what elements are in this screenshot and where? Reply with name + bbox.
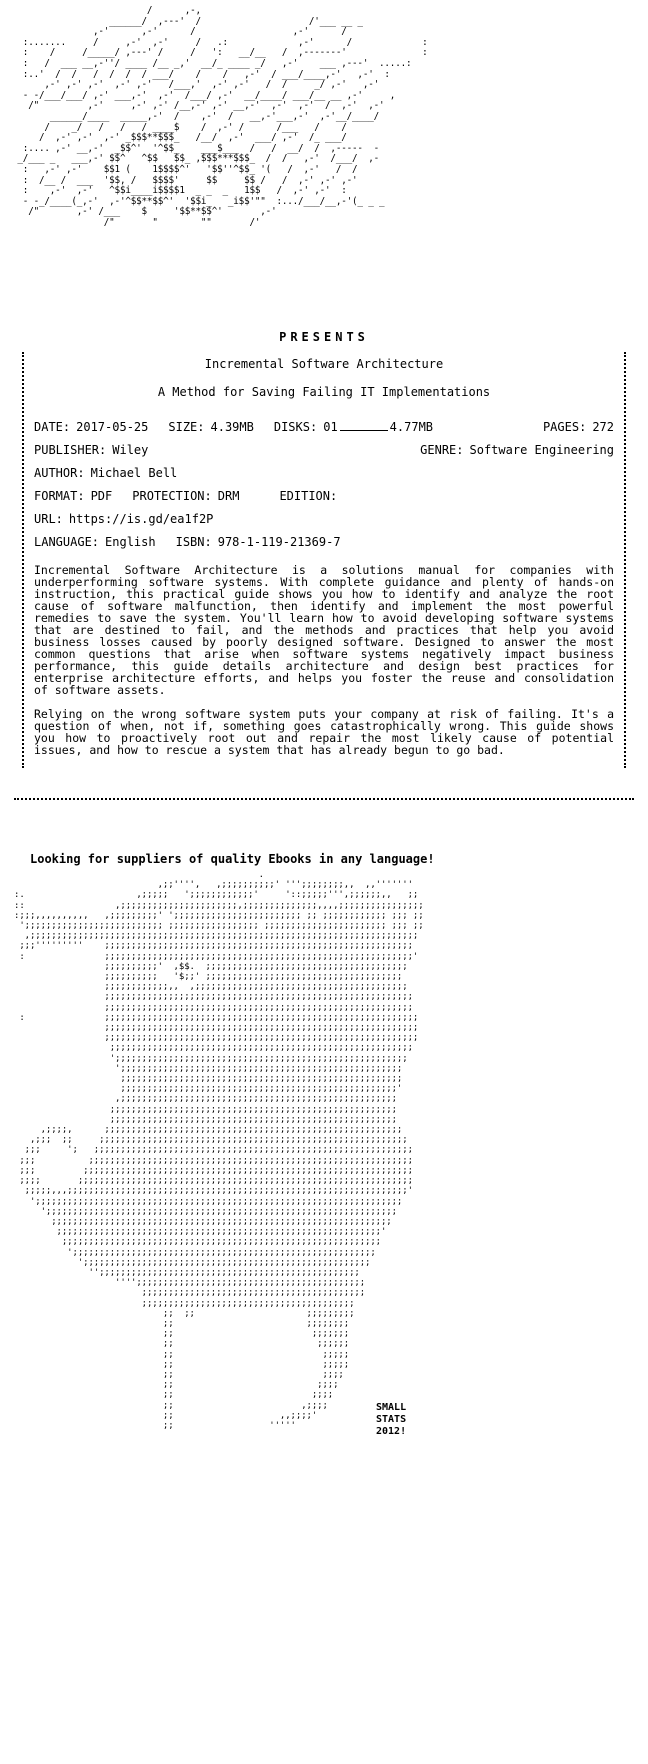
genre-label: GENRE: — [420, 443, 464, 457]
author-value: Michael Bell — [90, 466, 178, 480]
field-row-format — [34, 489, 614, 512]
description-paragraph: Incremental Software Architecture is a solutions manual for companies with underperforming software systems. With complete guidance and plenty of hands-on instruction, this practical guide shows you how to identify and analyze the root cause of software malfunction, then identify and implement the most powerful remedies to save the system. You'll learn how to avoid developing software systems that are destined to fail, and the methods and practices that help you avoid business losses caused by poorly designed software. Designed to answer the most common questions that arise when software systems negatively impact business performance, this guide details architecture and design best practices for enterprise architecture efforts, and helps you foster the reuse and consolidation of software assets. — [34, 563, 614, 697]
field-row-publisher — [34, 443, 614, 466]
disks-label: DISKS: — [273, 420, 318, 434]
stamp-line: 2012! — [376, 1426, 407, 1437]
publisher-label: PUBLISHER: — [34, 443, 107, 457]
isbn-value: 978-1-119-21369-7 — [217, 535, 341, 549]
format-label: FORMAT: — [34, 489, 85, 503]
date-label: DATE: — [34, 420, 71, 434]
description-paragraph: Relying on the wrong software system puts your company at risk of failing. It's a question of when, not if, something goes catastrophically wrong. This guide shows you how to proactively root out and repair the most likely cause of potential issues, and how to rescue a system that has already begun to go bad. — [34, 707, 614, 757]
size-value: 4.39MB — [210, 420, 254, 434]
stamp-line: STATS — [376, 1414, 407, 1425]
looking-for-suppliers-text: Looking for suppliers of quality Ebooks in any language! — [30, 852, 435, 866]
genre-value: Software Engineering — [469, 443, 614, 457]
release-info-block — [22, 352, 626, 768]
author-label: AUTHOR: — [34, 466, 85, 480]
date-value: 2017-05-25 — [76, 420, 149, 434]
book-subtitle: A Method for Saving Failing IT Implementations — [157, 385, 491, 399]
edition-label: EDITION: — [279, 489, 338, 503]
section-divider — [14, 798, 634, 800]
book-description — [34, 564, 614, 756]
presents-heading: PRESENTS — [279, 330, 369, 344]
small-stats-stamp — [376, 1402, 406, 1438]
disks-separator — [340, 420, 388, 431]
cat-ascii-art: . ,;;'''', ,;;;;;;;;;;' ''';;;;;;;;,, ,,''''''' :. ,;;;;; ';;;;;;;;;;;;' '::;;;;;''',;;;;;;,, ;; :: ,;;;;;;;;;;;;;;;;;;;;;;,;;;;;;;;;;;;;;,,,,;;;;;;;;;;;;;;;; :;;;,,,,,,,,,, ,;;;;;;;;;' ';;;;;;;;;;;;;;;;;;;;;;;; ;; ;;;;;;;;;;;; ;;; ;; ';;;;;;;;;;;;;;;;;;;;;;;;;; ;;;;;;;;;;;;;;;;; ;;;;;;;;;;;;;;;;;;;;;;; ;;; ;; ,;;;;;;;;;;;;;;;;;;;;;;;;;;;;;;;;;;;;;;;;;;;;;;;;;;;;;;;;;;;;;;;;;;;;;;;;; ;;;''''''''' ;;;;;;;;;;;;;;;;;;;;;;;;;;;;;;;;;;;;;;;;;;;;;;;;;;;;;;;;;; : ;;;;;;;;;;;;;;;;;;;;;;;;;;;;;;;;;;;;;;;;;;;;;;;;;;;;;;;;;;' ;;;;;;;;;;' ,$$. ;;;;;;;;;;;;;;;;;;;;;;;;;;;;;;;;;;;;;; ;;;;;;;;;; '$;;' ;;;;;;;;;;;;;;;;;;;;;;;;;;;;;;;;;;;;; ;;;;;;;;;;;;,, ,;;;;;;;;;;;;;;;;;;;;;;;;;;;;;;;;;;;;;;;; ;;;;;;;;;;;;;;;;;;;;;;;;;;;;;;;;;;;;;;;;;;;;;;;;;;;;;;;;;; ;;;;;;;;;;;;;;;;;;;;;;;;;;;;;;;;;;;;;;;;;;;;;;;;;;;;;;;;;; : ;;;;;;;;;;;;;;;;;;;;;;;;;;;;;;;;;;;;;;;;;;;;;;;;;;;;;;;;;;; ;;;;;;;;;;;;;;;;;;;;;;;;;;;;;;;;;;;;;;;;;;;;;;;;;;;;;;;;;;; ;;;;;;;;;;;;;;;;;;;;;;;;;;;;;;;;;;;;;;;;;;;;;;;;;;;;;;;;;;; ;;;;;;;;;;;;;;;;;;;;;;;;;;;;;;;;;;;;;;;;;;;;;;;;;;;;;;;;; ';;;;;;;;;;;;;;;;;;;;;;;;;;;;;;;;;;;;;;;;;;;;;;;;;;;;;;; ';;;;;;;;;;;;;;;;;;;;;;;;;;;;;;;;;;;;;;;;;;;;;;;;;;;;; ;;;;;;;;;;;;;;;;;;;;;;;;;;;;;;;;;;;;;;;;;;;;;;;;;;;;; ;;;;;;;;;;;;;;;;;;;;;;;;;;;;;;;;;;;;;;;;;;;;;;;;;;;;' ,;;;;;;;;;;;;;;;;;;;;;;;;;;;;;;;;;;;;;;;;;;;;;;;;;;;; ;;;;;;;;;;;;;;;;;;;;;;;;;;;;;;;;;;;;;;;;;;;;;;;;;;;;;; ;;;;;;;;;;;;;;;;;;;;;;;;;;;;;;;;;;;;;;;;;;;;;;;;;;;;;; ,;;;;, ;;;;;;;;;;;;;;;;;;;;;;;;;;;;;;;;;;;;;;;;;;;;;;;;;;;;;;;; ,;;; ;; ;;;;;;;;;;;;;;;;;;;;;;;;;;;;;;;;;;;;;;;;;;;;;;;;;;;;;;;;;; ;;; '; ;;;;;;;;;;;;;;;;;;;;;;;;;;;;;;;;;;;;;;;;;;;;;;;;;;;;;;;;;;;; ;;; ;;;;;;;;;;;;;;;;;;;;;;;;;;;;;;;;;;;;;;;;;;;;;;;;;;;;;;;;;;;;; ;;; ;;;;;;;;;;;;;;;;;;;;;;;;;;;;;;;;;;;;;;;;;;;;;;;;;;;;;;;;;;;;;; ;;;; ;;;;;;;;;;;;;;;;;;;;;;;;;;;;;;;;;;;;;;;;;;;;;;;;;;;;;;;;;;;;;;; ;;;;;,,,;;;;;;;;;;;;;;;;;;;;;;;;;;;;;;;;;;;;;;;;;;;;;;;;;;;;;;;;;;;;;;;;' ';;;;;;;;;;;;;;;;;;;;;;;;;;;;;;;;;;;;;;;;;;;;;;;;;;;;;;;;;;;;;;;;;;;;; ';;;;;;;;;;;;;;;;;;;;;;;;;;;;;;;;;;;;;;;;;;;;;;;;;;;;;;;;;;;;;;;;;; ;;;;;;;;;;;;;;;;;;;;;;;;;;;;;;;;;;;;;;;;;;;;;;;;;;;;;;;;;;;;;;;; ;;;;;;;;;;;;;;;;;;;;;;;;;;;;;;;;;;;;;;;;;;;;;;;;;;;;;;;;;;;;;' ;;;;;;;;;;;;;;;;;;;;;;;;;;;;;;;;;;;;;;;;;;;;;;;;;;;;;;;;;;;; ';;;;;;;;;;;;;;;;;;;;;;;;;;;;;;;;;;;;;;;;;;;;;;;;;;;;;;;;; ';;;;;;;;;;;;;;;;;;;;;;;;;;;;;;;;;;;;;;;;;;;;;;;;;;;;;; '';;;;;;;;;;;;;;;;;;;;;;;;;;;;;;;;;;;;;;;;;;;;;;;;; '''';;;;;;;;;;;;;;;;;;;;;;;;;;;;;;;;;;;;;;;;;;; ;;;;;;;;;;;;;;;;;;;;;;;;;;;;;;;;;;;;;;;;;; ;;;;;;;;;;;;;;;;;;;;;;;;;;;;;;;;;;;;;;;; ;; ;; ;;;;;;;;; ;; ;;;;;;;; ;; ;;;;;;; ;; ;;;;;; ;; ;;;;; ;; ;;;;; ;; ;;;; ;; ;;;; ;; ;;;; ;; ,;;;; ;; ,,;;;;' ;; ''''' — [14, 870, 424, 1431]
disks-value: 01 — [323, 420, 338, 434]
release-fields — [34, 420, 614, 558]
field-row-date — [34, 420, 614, 443]
protection-value: DRM — [217, 489, 240, 503]
publisher-value: Wiley — [112, 443, 149, 457]
book-title: Incremental Software Architecture — [204, 357, 444, 371]
stamp-line: SMALL — [376, 1402, 407, 1413]
pages-label: PAGES: — [542, 420, 587, 434]
language-label: LANGUAGE: — [34, 535, 100, 549]
field-row-url — [34, 512, 614, 535]
isbn-label: ISBN: — [175, 535, 212, 549]
protection-label: PROTECTION: — [132, 489, 212, 503]
size-label: SIZE: — [168, 420, 205, 434]
format-value: PDF — [90, 489, 113, 503]
pages-value: 272 — [592, 420, 614, 434]
field-row-author — [34, 466, 614, 489]
url-link[interactable]: https://is.gd/ea1f2P — [68, 512, 214, 526]
url-label: URL: — [34, 512, 63, 526]
language-value: English — [105, 535, 156, 549]
disks-total-value: 4.77MB — [389, 420, 434, 434]
field-row-language — [34, 535, 614, 558]
group-logo-ascii-art: / ,-, ______/ ,---' / /'___ __ _ ,-' ,-' / ,-' / :....... / ,-' ,-' / .: ,-' / : : / /_____/ ,---' / / ': __/__ / ,-------' : : / ___ __,-''/ ____ /__ _,' __/_ ____ _/ ,-' ___ ,---' .....: :..' / / / / / / ___/ / / ,-' / ___/____,-' ,-' : ,-' ,-' ,-' ,-' ,-' /___,' ,-' ,-' / / _/ ,-' ,-' - -/___/___/ ,-' ___,-' ,-' /___/ ,-' __/____/ ___/__ __ ,-' , /" ,-' ,-' ,-' /__,-' ,-' __,-' ,-' ,-' / ,-' ,-' ______/____ _____,-' / ,-' / __,-'___,-' ,-'__/____/ / _/ / / / ____$ / ,-' / /___ / / / ,-' ,-' ,-' _$$$**$$$_ /__/ ,-' ___/ ,-' /_ ___/ :.... ,-' __,-' _$$^' '^$$_ ___$___ / / __/ / ,----- - _/___ _ ___,-' $$^ ^$$ $$_ ,$$$***$$$_ / / ,-' /___/ ,- : ,-' ,-' $$1 ( 1$$$$^' '$$''^$$_ '( / ,-' / / : /__ / ___ '$$, / $$$$' $$ $$ / / ,-' ,-' ,-' : ,-' ,-' ^$$i____i$$$$1 _ _ _ 1$$ / ,-' ,-' : - -_/____(_,-' ,-'^$$**$$^' '$$i_ _i$$'"" :.../___/__,-'(_ _ _ /" ,-' /___ $ '$$**$$^' ,-' /" " "" /' — [17, 5, 428, 228]
